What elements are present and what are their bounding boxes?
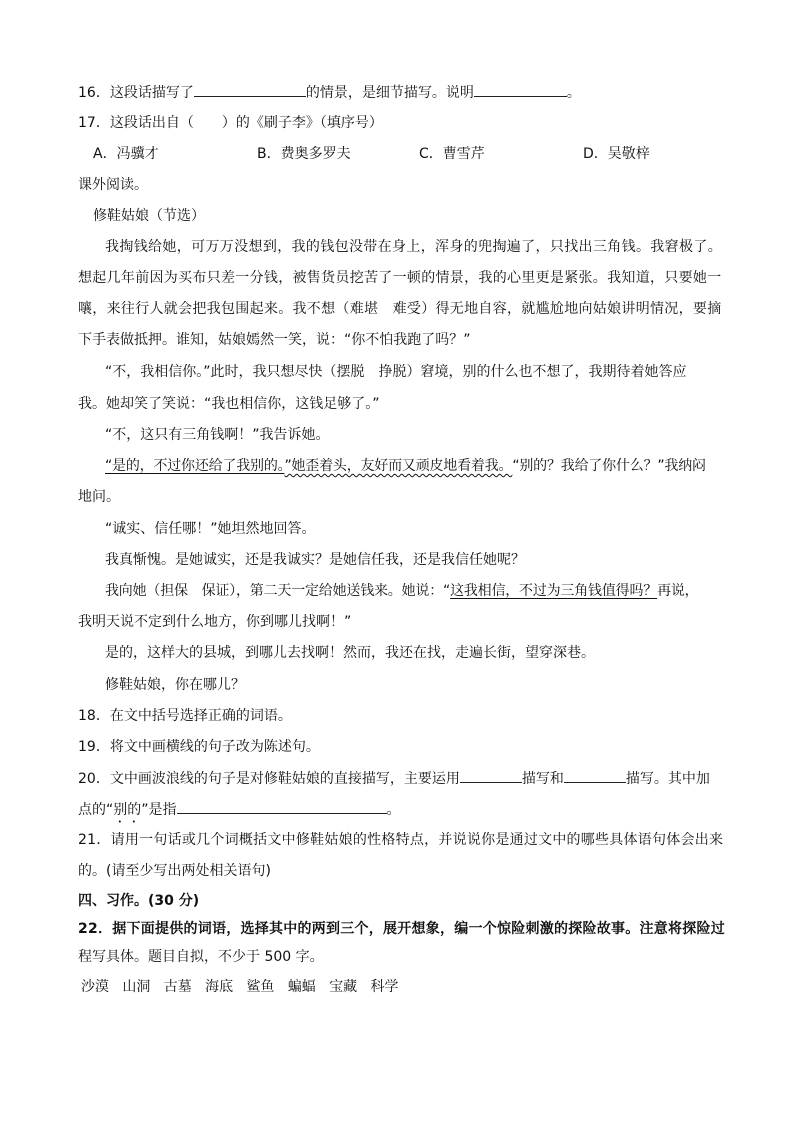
q20-text-b: 描写和 xyxy=(521,771,564,787)
underlined-sentence: “是的，不过你还给了我别的。 xyxy=(105,458,285,474)
section-4-heading: 四、习作。(30 分) xyxy=(78,893,200,909)
word-item: 沙漠 xyxy=(81,979,109,995)
word-item: 科学 xyxy=(370,979,399,995)
q16-text-b: 的情景，是细节描写。说明 xyxy=(305,85,474,101)
word-item: 古墓 xyxy=(163,979,192,995)
answer-blank[interactable] xyxy=(564,768,626,783)
q20-l2c: 。 xyxy=(386,802,401,818)
question-20-line2 xyxy=(78,799,401,826)
story-p2-line1: “不，我相信你。”此时，我只想尽快（摆脱 挣脱）窘境，别的什么也不想了，我期待着她答应 xyxy=(105,364,687,380)
q16-text-a: 16．这段话描写了 xyxy=(78,85,194,101)
question-22-line1 xyxy=(78,919,725,939)
story-p1-line2: 想起几年前因为买布只差一分钱，被售货员挖苦了一顿的情景，我的心里更是紧张。我知道，只要她一 xyxy=(78,270,722,286)
story-p7-line2: 我明天说不定到什么地方，你到哪儿找啊！” xyxy=(78,614,352,630)
word-item: 海底 xyxy=(205,979,234,995)
story-p1-line4: 下手表做抵押。谁知，姑娘嫣然一笑，说：“你不怕我跑了吗？” xyxy=(78,332,471,348)
story-p7-pre: 我向她（担保 保证），第二天一定给她送钱来。她说：“ xyxy=(105,583,451,599)
story-p2-line2: 我。她却笑了笑说：“我也相信你，这钱足够了。” xyxy=(78,396,380,412)
q17-option-c: C．曹雪芹 xyxy=(419,146,485,162)
question-18: 18．在文中括号选择正确的词语。 xyxy=(78,708,292,724)
q16-text-c: 。 xyxy=(566,85,581,101)
question-22-line2: 程写具体。题目自拟，不少于 500 字。 xyxy=(78,949,324,965)
q17-option-a: A．冯骥才 xyxy=(93,146,159,162)
q20-l2a: 点的“ xyxy=(78,802,114,818)
story-p4-line2: 地问。 xyxy=(78,489,120,505)
word-item: 鲨鱼 xyxy=(246,979,275,995)
q17-option-b: B．费奥多罗夫 xyxy=(257,146,351,162)
story-p6: 我真惭愧。是她诚实，还是我诚实？是她信任我，还是我信任她呢？ xyxy=(105,552,525,568)
word-item: 宝藏 xyxy=(329,979,358,995)
story-p1-line3: 嚷，来往行人就会把我包围起来。我不想（难堪 难受）得无地自容，就尴尬地向姑娘讲明情况，要摘 xyxy=(78,301,722,317)
story-p1-line1: 我掏钱给她，可万万没想到，我的钱包没带在身上，浑身的兜掏遍了，只找出三角钱。我窘极了。 xyxy=(105,239,723,255)
story-p4-rest: “别的？我给了你什么？”我纳闷 xyxy=(512,458,706,474)
answer-blank[interactable] xyxy=(177,799,387,814)
story-p8: 是的，这样大的县城，到哪儿去找啊！然而，我还在找，走遍长街，望穿深巷。 xyxy=(105,645,595,661)
dotted-word: 别的 xyxy=(113,802,142,818)
question-19: 19．将文中画横线的句子改为陈述句。 xyxy=(78,739,320,755)
word-item: 蝙蝠 xyxy=(287,979,316,995)
q20-l2b: ”是指 xyxy=(141,802,177,818)
word-item: 山洞 xyxy=(122,979,151,995)
story-p3: “不，这只有三角钱啊！”我告诉她。 xyxy=(105,427,330,443)
q20-text-a: 20．文中画波浪线的句子是对修鞋姑娘的直接描写，主要运用 xyxy=(78,771,460,787)
answer-blank[interactable] xyxy=(460,768,522,783)
story-title: 修鞋姑娘（节选） xyxy=(93,208,205,224)
story-p9: 修鞋姑娘，你在哪儿？ xyxy=(105,677,245,693)
wavy-underlined-sentence: ”她歪着头，友好而又顽皮地看着我。 xyxy=(284,458,513,474)
story-p4-line1 xyxy=(105,456,706,476)
underlined-sentence: 这我相信，不过为三角钱值得吗？ xyxy=(450,583,658,599)
q17-option-d: D．吴敬梓 xyxy=(583,146,650,162)
question-21-line2: 的。(请至少写出两处相关语句) xyxy=(78,863,271,879)
story-p5: “诚实、信任哪！”她坦然地回答。 xyxy=(105,521,316,537)
word-list xyxy=(81,977,399,997)
answer-blank[interactable] xyxy=(474,82,567,97)
question-17: 17．这段话出自（ ）的《刷子李》（填序号） xyxy=(78,115,383,131)
question-20-line1 xyxy=(78,768,710,789)
q22-text: 22．据下面提供的词语，选择其中的两到三个，展开想象，编一个惊险刺激的探险故事。注意将探险过 xyxy=(78,921,725,937)
question-16 xyxy=(78,82,581,103)
story-p7-line1 xyxy=(105,581,698,601)
question-21-line1: 21．请用一句话或几个词概括文中修鞋姑娘的性格特点，并说说你是通过文中的哪些具体语句体会出来 xyxy=(78,832,724,848)
answer-blank[interactable] xyxy=(194,82,306,97)
story-p7-post: 再说， xyxy=(657,583,699,599)
section-label: 课外阅读。 xyxy=(78,177,148,193)
q20-text-c: 描写。其中加 xyxy=(625,771,710,787)
